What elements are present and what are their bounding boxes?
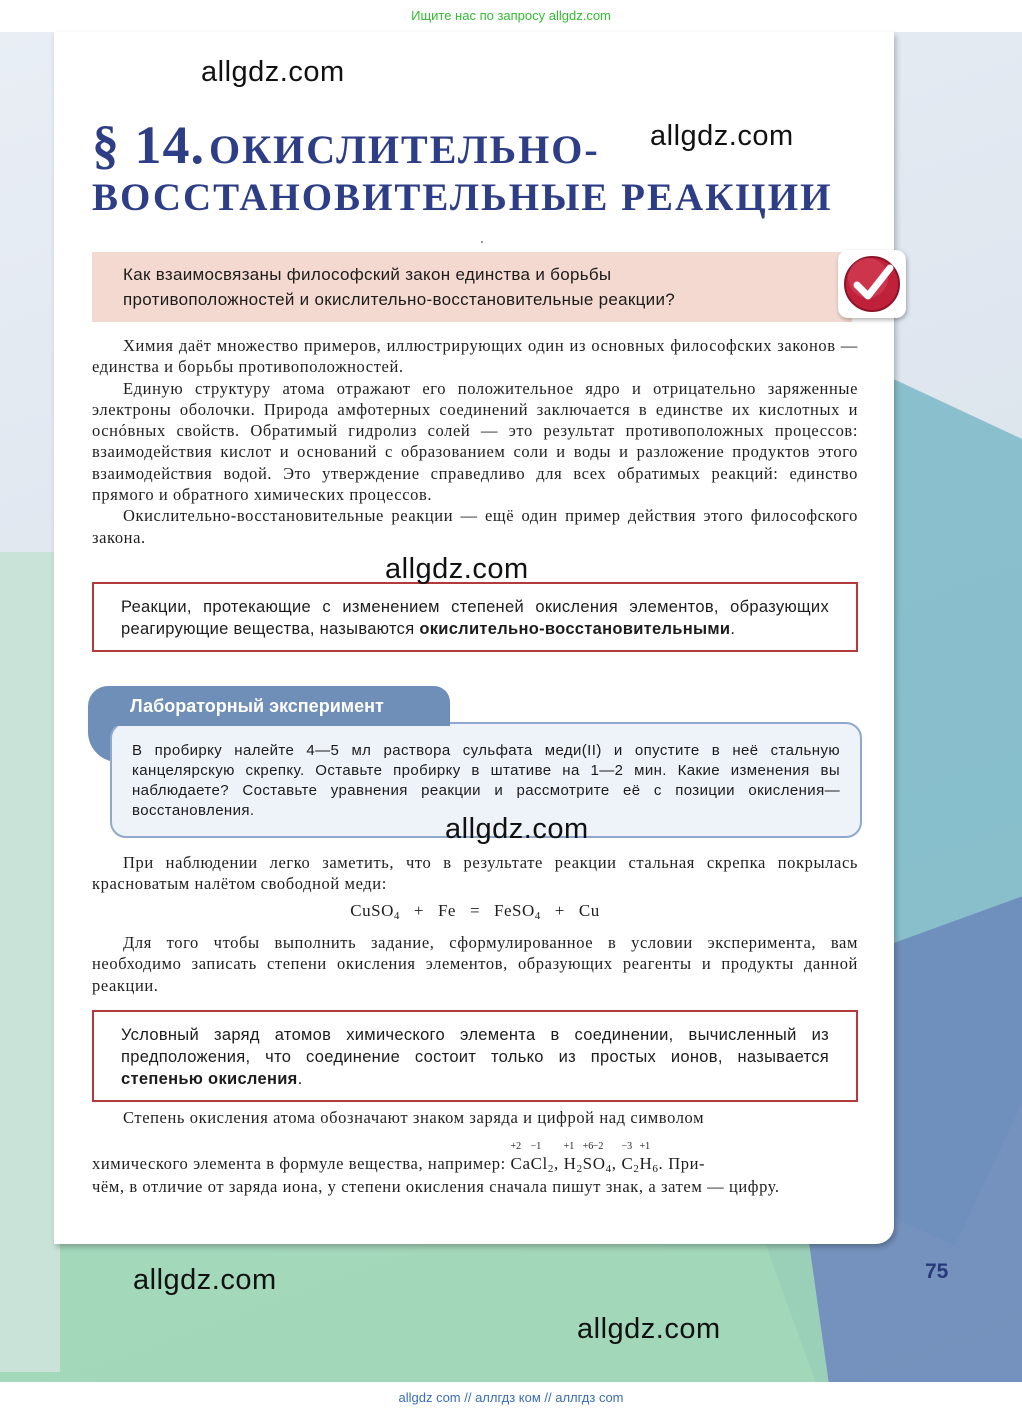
key-question-box	[92, 252, 852, 322]
watermark: allgdz.com	[201, 56, 345, 88]
observation-text: При наблюдении легко заметить, что в результате реакции стальная скрепка покрылась красноватым налётом свободной меди:	[92, 853, 858, 894]
oxidation-text: Степень окисления атома обозначают знаком заряда и цифрой над символом химического элемента в формуле вещества, например: +2 Ca −1 $Cl_2$, +1 $H_2$ +6 S −2 $O_4$, −3 $C_2$ +1 $H_6$. При- чём, в отличие от заряда иона, у степени окисления сначала пишут знак, а затем — цифру.	[92, 1108, 780, 1196]
formula-cacl2: +2 Ca −1 $Cl_2$,	[510, 1141, 564, 1175]
lab-experiment-heading: Лабораторный эксперимент	[88, 686, 450, 726]
watermark: allgdz.com	[650, 120, 794, 152]
intro-paragraph-2: Единую структуру атома отражают его положительное ядро и отрицательно заряженные электроны оболочки. Природа амфотерных соединений заключается в единстве их кислотных и оснóвных свойств. Обратимый гидролиз солей — это результат противоположных процессов: взаимодействия кислот и оснований с образованием соли и воды и разложение продуктов этого взаимодействия водой. Это утверждение справедливо для всех обратимых реакций: единство прямого и обратного химических процессов.	[92, 378, 858, 505]
speck	[481, 241, 483, 243]
key-question-text: Как взаимосвязаны философский закон единства и борьбы противоположностей и окислительно-восстановительные реакции?	[123, 265, 675, 309]
section-number: § 14.	[92, 115, 205, 175]
intro-paragraph-1: Химия даёт множество примеров, иллюстрирующих один из основных философских законов — единства и борьбы противоположностей.	[92, 336, 858, 377]
footer-links[interactable]: allgdz com // аллгдз ком // аллгдз com	[0, 1382, 1022, 1415]
title-line-2: ВОССТАНОВИТЕЛЬНЫЕ РЕАКЦИИ	[92, 176, 833, 219]
title-line-1: ОКИСЛИТЕЛЬНО-	[209, 127, 600, 172]
definition-term: окислительно-восстановительными	[419, 620, 731, 638]
formula-c2h6: −3 $C_2$ +1 $H_6$.	[621, 1141, 669, 1175]
top-banner-link[interactable]: Ищите нас по запросу allgdz.com	[0, 0, 1022, 32]
intro-paragraph-3: Окислительно-восстановительные реакции — ещё один пример действия этого философского закона.	[92, 506, 858, 547]
lab-experiment-text: В пробирку налейте 4—5 мл раствора сульфата меди(II) и опустите в неё стальную канцелярскую скрепку. Оставьте пробирку в штативе на 1—2 мин. Какие изменения вы наблюдаете? Составьте уравнения реакции и рассмотрите её с позиции окисления—восстановления.	[132, 742, 840, 819]
definition-box-oxidation-state: Условный заряд атомов химического элемента в соединении, вычисленный из предположения, что соединение состоит только из простых ионов, называется степенью окисления.	[92, 1010, 858, 1102]
definition-term: степенью окисления	[121, 1070, 298, 1088]
checkmark-icon	[838, 250, 906, 318]
definition-text: Условный заряд атомов химического элемента в соединении, вычисленный из предположения, что соединение состоит только из простых ионов, называется	[121, 1026, 829, 1066]
watermark: allgdz.com	[445, 813, 589, 845]
intro-text	[92, 335, 858, 548]
watermark: allgdz.com	[385, 553, 529, 585]
reaction-equation: CuSO$_4$ + Fe = FeSO$_4$ + Cu	[350, 901, 600, 922]
formula-h2so4: +1 $H_2$ +6 S −2 $O_4$,	[563, 1141, 622, 1175]
watermark: allgdz.com	[577, 1313, 721, 1345]
task-text: Для того чтобы выполнить задание, сформулированное в условии эксперимента, вам необходимо записать степени окисления элементов, образующих реагенты и продукты данной реакции.	[92, 933, 858, 995]
definition-box-redox: Реакции, протекающие с изменением степеней окисления элементов, образующих реагирующие вещества, называются окислительно-восстановительными.	[92, 582, 858, 652]
watermark: allgdz.com	[133, 1264, 277, 1296]
page-number: 75	[925, 1260, 949, 1283]
definition-text: Реакции, протекающие с изменением степеней окисления элементов, образующих реагирующие вещества, называются	[121, 598, 829, 638]
background-shape	[0, 552, 60, 1372]
